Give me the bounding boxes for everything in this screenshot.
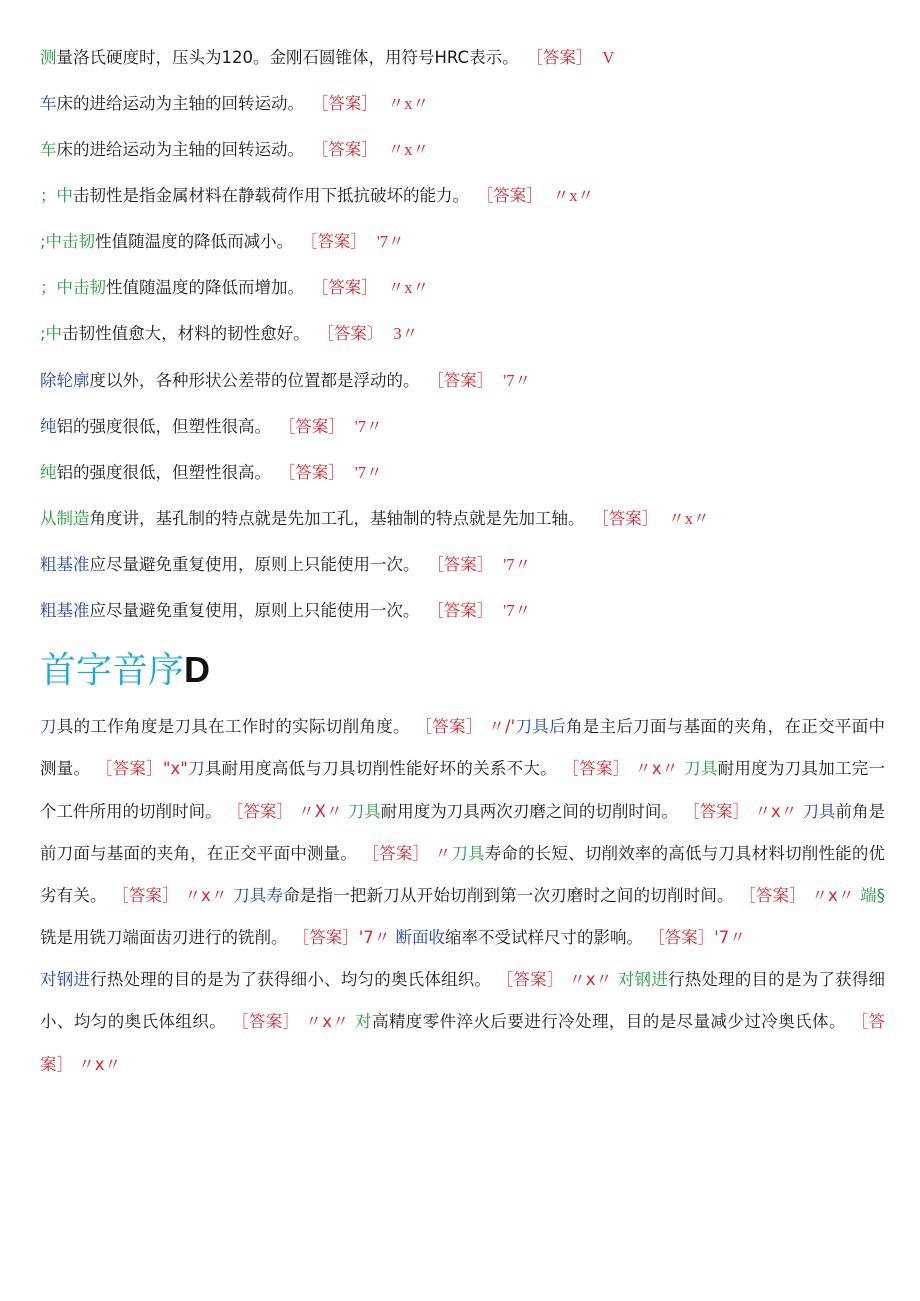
question-text: 击韧性是指金属材料在静载荷作用下抵抗破坏的能力。 [73, 186, 469, 205]
lead-run: 刀具后 [515, 717, 566, 736]
lead-text: 纯 [40, 463, 57, 482]
answer-label: ［答案］ [435, 371, 494, 390]
answer-label: ［答案］ [320, 140, 378, 159]
lead-text: 测 [40, 48, 57, 67]
question-line [40, 554, 531, 576]
text-run: 缩率不受试样尺寸的影响。 [445, 928, 644, 948]
text-run: 铣是用铣刀端面齿刃进行的铣削。 [40, 928, 288, 948]
question-text: 度以外，各种形状公差带的位置都是浮动的。 [89, 371, 420, 390]
lead-run: 刀 [40, 717, 57, 736]
answer-label: ［答案］ [287, 463, 345, 482]
answer-label: ［答案］ [600, 509, 659, 528]
answer-run: ［答案］ 〃x〃 [40, 1012, 886, 1074]
answer-run: ［答案］'7〃 [643, 928, 746, 948]
section-title: 首字音序 [40, 650, 185, 691]
lead-run: 对 [355, 1012, 372, 1032]
lead-run: 对钢进 [40, 970, 91, 989]
answer-run: ［答案］ 〃x〃 [491, 970, 618, 989]
section-letter: D [184, 649, 211, 690]
answer-run: ［答案］ 〃x〃 [677, 801, 803, 821]
lead-run: 对钢进 [617, 970, 668, 989]
text-run: 前角是前刀面与基面的夹角，在正交平面中测量。 [40, 801, 886, 863]
answer-mark: '7〃 [503, 555, 531, 574]
answer-label: ［答案〕 [325, 324, 384, 343]
lead-text: ；中击韧 [40, 278, 106, 297]
answer-run: ［答案］ 〃/' [409, 717, 516, 736]
question-line [40, 185, 594, 207]
question-text: 铝的强度很低，但塑性很高。 [56, 417, 271, 436]
answer-run: ［答案］'7〃 [287, 928, 396, 948]
question-line [40, 231, 405, 253]
answer-run: ［答案］ 〃x〃 [226, 1012, 355, 1032]
text-run: 行热处理的目的是为了获得细小、均匀的奥氏体组织。 [40, 970, 886, 1032]
question-text: 量洛氏硬度时，压头为120。金刚石圆锥体，用符号HRC表示。 [56, 48, 519, 67]
answer-mark: 3〃 [393, 324, 419, 343]
answer-run: ［答案］ 〃x〃 [556, 759, 685, 779]
answer-mark: 〃x〃 [552, 186, 594, 205]
lead-text: 粗基准 [40, 601, 90, 620]
question-text: 铝的强度很低，但塑性很高。 [56, 463, 271, 482]
answer-run: ［答案］"x" [90, 759, 188, 779]
lead-text: 纯 [40, 417, 57, 436]
question-line [40, 47, 614, 69]
question-text: 性值随温度的降低而增加。 [106, 278, 304, 297]
answer-label: ［答案］ [534, 48, 593, 67]
question-line [40, 416, 382, 438]
answer-run: ［答案］ 〃x〃 [733, 886, 861, 906]
answer-mark: V [602, 48, 615, 67]
answer-mark: '7〃 [376, 232, 405, 251]
question-line [40, 139, 429, 161]
answer-mark: '7〃 [354, 417, 383, 436]
lead-text: ;中 [40, 324, 63, 343]
question-text: 床的进给运动为主轴的回转运动。 [56, 94, 304, 113]
question-text: 角度讲，基孔制的特点就是先加工孔，基轴制的特点就是先加工轴。 [89, 509, 585, 528]
text-run: 具耐用度高低与刀具切削性能好坏的关系不大。 [204, 759, 557, 779]
answer-run: ［答案］ 〃x〃 [106, 886, 234, 906]
answer-mark: 〃x〃 [387, 140, 429, 159]
text-run: 角是主后刀面与基面的夹角，在正交平面中测量。 [40, 717, 886, 779]
answer-run: ［答案］ 〃 [357, 843, 452, 863]
answer-mark: '7〃 [503, 601, 531, 620]
lead-run: 刀 [187, 759, 205, 779]
question-text: 应尽量避免重复使用，原则上只能使用一次。 [89, 601, 420, 620]
lead-text: ；中 [40, 186, 73, 205]
question-text: 应尽量避免重复使用，原则上只能使用一次。 [89, 555, 420, 574]
text-run: 耐用度为刀具两次刃磨之间的切削时间。 [380, 801, 678, 821]
lead-text: 车 [40, 140, 57, 159]
answer-mark: 〃x〃 [668, 509, 710, 528]
answer-mark: 〃x〃 [387, 278, 429, 297]
lead-text: 从制造 [40, 509, 90, 528]
section-heading [40, 648, 210, 693]
text-run: 行热处理的目的是为了获得细小、均匀的奥氏体组织。 [90, 970, 492, 989]
lead-text: 粗基准 [40, 555, 90, 574]
question-line [40, 370, 531, 392]
answer-label: ［答案］ [309, 232, 367, 251]
lead-text: 除轮廓 [40, 371, 90, 390]
lead-run: 刀具 [684, 759, 718, 779]
lead-run: 断面收 [395, 928, 446, 948]
answer-label: ［答案］ [320, 94, 378, 113]
question-line [40, 462, 382, 484]
text-run: 具的工作角度是刀具在工作时的实际切削角度。 [56, 717, 410, 736]
answer-mark: '7〃 [354, 463, 383, 482]
question-paragraph [40, 959, 885, 1086]
text-run: 耐用度为刀具加工完一个工件所用的切削时间。 [40, 759, 885, 821]
answer-label: ［答案］ [320, 278, 378, 297]
answer-label: ［答案］ [485, 186, 543, 205]
lead-run: 刀具寿 [233, 886, 284, 906]
answer-mark: 〃x〃 [387, 94, 429, 113]
question-paragraph [40, 706, 885, 960]
lead-text: 车 [40, 94, 57, 113]
text-run: 高精度零件淬火后要进行冷处理，目的是尽量减少过冷奥氏体。 [371, 1012, 846, 1032]
question-text: 性值随温度的降低而减小。 [95, 232, 294, 251]
answer-label: ［答案］ [287, 417, 345, 436]
answer-mark: '7〃 [503, 371, 531, 390]
lead-run: 刀具 [347, 801, 381, 821]
text-run: 命是指一把新刀从开始切削到第一次刃磨时之间的切削时间。 [283, 886, 734, 906]
answer-label: ［答案］ [435, 555, 494, 574]
question-line [40, 93, 429, 115]
answer-label: ［答案］ [435, 601, 494, 620]
lead-run: 端§ [860, 886, 886, 906]
question-text: 床的进给运动为主轴的回转运动。 [56, 140, 304, 159]
question-text: 击韧性值愈大，材料的韧性愈好。 [62, 324, 310, 343]
question-line [40, 323, 418, 345]
text-run: 寿命的长短、切削效率的高低与刀具材料切削性能的优劣有关。 [40, 843, 886, 906]
answer-run: ［答案］ 〃X〃 [221, 801, 348, 821]
question-line [40, 277, 429, 299]
lead-text: ;中击韧 [40, 232, 96, 251]
question-line [40, 600, 531, 622]
question-line [40, 508, 710, 530]
lead-run: 刀具 [802, 801, 836, 821]
lead-run: 刀具 [451, 843, 485, 863]
